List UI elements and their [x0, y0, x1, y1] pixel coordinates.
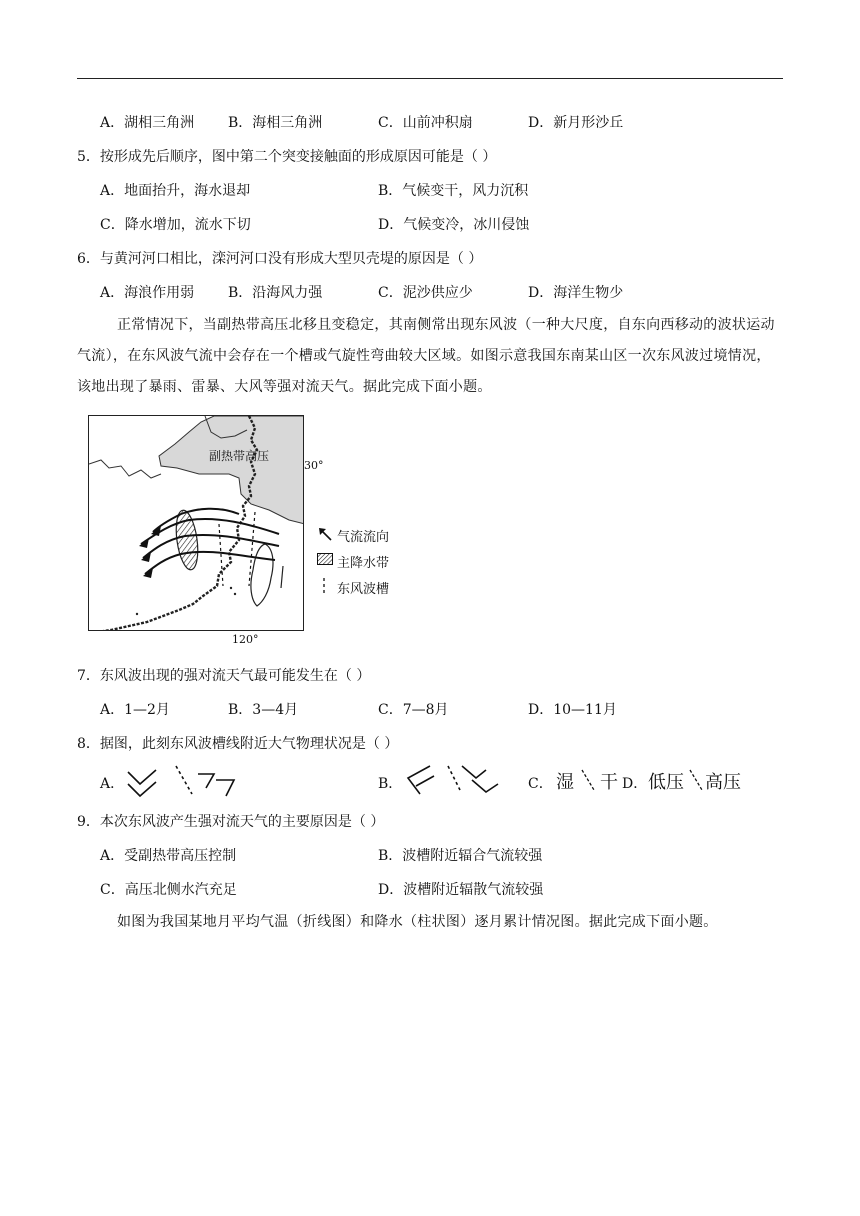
airflow-arrow-4	[151, 526, 161, 536]
q4-option-b: B．海相三角洲	[228, 115, 323, 131]
q4-option-c: C．山前冲积扇	[378, 115, 473, 131]
q9-option-a: A．受副热带高压控制	[100, 848, 237, 864]
q9-option-c: C．高压北侧水汽充足	[100, 882, 237, 898]
q6-option-d: D．海洋生物少	[528, 285, 624, 301]
latitude-label: 30°	[304, 459, 324, 472]
q5-option-b: B．气候变干，风力沉积	[378, 183, 529, 199]
q6-option-c: C．泥沙供应少	[378, 285, 473, 301]
map-drawing	[89, 416, 304, 631]
q9-stem: 9．本次东风波产生强对流天气的主要原因是（ ）	[77, 814, 385, 830]
airflow-arrow-3	[143, 568, 153, 578]
q8-option-d-label: D．	[622, 776, 648, 792]
header-rule	[77, 78, 783, 79]
q8-option-b-label: B．	[378, 776, 403, 792]
subtropical-high-area	[159, 416, 304, 524]
q7-option-b: B．3—4月	[228, 702, 299, 718]
island-3	[136, 613, 138, 615]
legend-airflow: 气流流向	[337, 530, 390, 545]
q8-option-c-label: C．	[528, 776, 553, 792]
airflow-line-1	[141, 519, 279, 544]
q7-option-c: C．7—8月	[378, 702, 449, 718]
q8-stem: 8．据图，此刻东风波槽线附近大气物理状况是（ ）	[77, 736, 399, 752]
legend-rain-band: 主降水带	[337, 556, 390, 571]
q4-option-d: D．新月形沙丘	[528, 115, 624, 131]
q8-option-c-trough	[580, 768, 596, 792]
island-2	[234, 593, 236, 595]
q5-stem: 5．按形成先后顺序，图中第二个突变接触面的形成原因可能是（ ）	[77, 149, 497, 165]
q8-option-d-high: 高压	[705, 772, 741, 793]
q5-option-a: A．地面抬升，海水退却	[100, 183, 251, 199]
airflow-arrow-1	[139, 538, 149, 548]
q8-option-a-label: A．	[100, 776, 125, 792]
q7-option-d: D．10—11月	[528, 702, 617, 718]
q6-option-b: B．沿海风力强	[228, 285, 323, 301]
island-1	[230, 587, 232, 589]
q8-option-c-wet: 湿	[556, 772, 574, 793]
q4-option-a: A．湖相三角洲	[100, 115, 195, 131]
q7-option-a: A．1—2月	[100, 702, 170, 718]
q8-option-b-airflow-diagram	[400, 760, 510, 802]
land-boundary-north	[89, 460, 161, 478]
east-boundary-mark	[281, 566, 283, 588]
q5-option-c: C．降水增加，流水下切	[100, 217, 251, 233]
q6-stem: 6．与黄河河口相比，滦河河口没有形成大型贝壳堤的原因是（ ）	[77, 251, 483, 267]
longitude-label: 120°	[232, 633, 259, 646]
easterly-wave-map	[88, 415, 304, 631]
q7-stem: 7．东风波出现的强对流天气最可能发生在（ ）	[77, 668, 371, 684]
trough-legend-icon	[321, 578, 327, 596]
subtropical-high-label: 副热带高压	[209, 449, 270, 463]
passage-easterly-wave: 正常情况下，当副热带高压北移且变稳定，其南侧常出现东风波（一种大尺度，自东向西移动的波状运动气流），在东风波气流中会存在一个槽或气旋性弯曲较大区域。如图示意我国东南某山区一次东风波过境情况，该地出现了暴雨、雷暴、大风等强对流天气。据此完成下面小题。	[77, 317, 775, 395]
airflow-legend-arrow-icon	[317, 526, 333, 542]
taiwan-island	[251, 544, 273, 606]
q9-option-b: B．波槽附近辐合气流较强	[378, 848, 543, 864]
q8-option-d-low: 低压	[648, 772, 684, 793]
airflow-arrow-2	[141, 552, 151, 562]
q5-option-d: D．气候变冷，冰川侵蚀	[378, 217, 530, 233]
passage-temperature-precipitation: 如图为我国某地月平均气温（折线图）和降水（柱状图）逐月累计情况图。据此完成下面小题。	[117, 914, 718, 930]
rain-band-legend-icon	[317, 553, 333, 565]
q9-option-d: D．波槽附近辐散气流较强	[378, 882, 544, 898]
legend-trough: 东风波槽	[337, 582, 390, 597]
q8-option-a-airflow-diagram	[122, 760, 242, 802]
q8-option-c-dry: 干	[600, 772, 618, 793]
q8-option-d-trough	[688, 768, 704, 792]
q6-option-a: A．海浪作用弱	[100, 285, 195, 301]
